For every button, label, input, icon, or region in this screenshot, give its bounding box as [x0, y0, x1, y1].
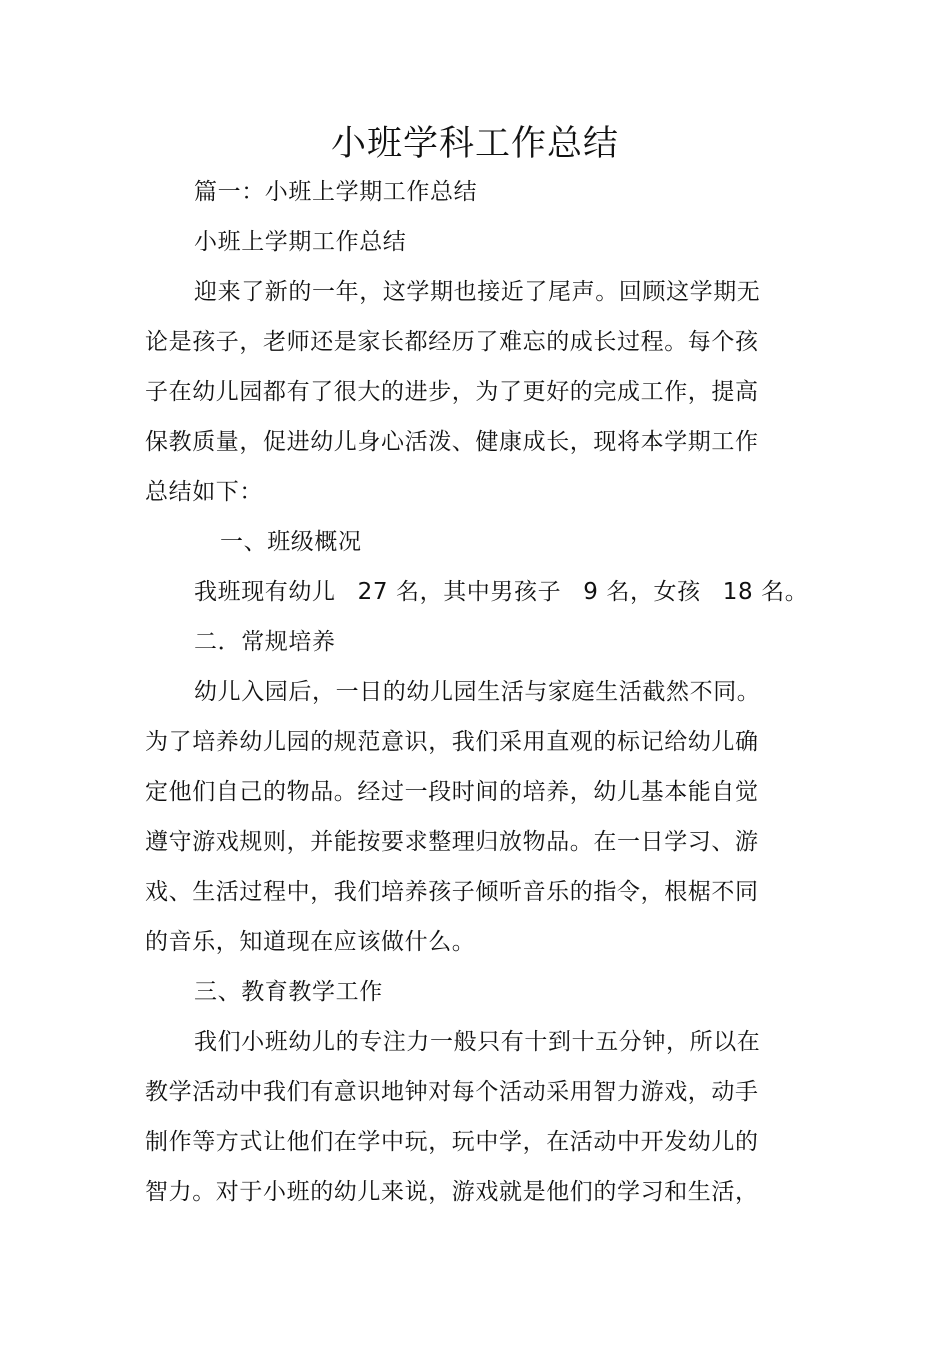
document-title: 小班学科工作总结	[330, 124, 619, 164]
intro-line: 保教质量，促进幼儿身心活泼、健康成长，现将本学期工作	[145, 429, 759, 455]
routine-line: 为了培养幼儿园的规范意识，我们采用直观的标记给幼儿确	[145, 729, 759, 755]
class-count-text-a: 我班现有幼儿	[194, 579, 336, 605]
section-heading-routine: 二．常规培养	[194, 629, 336, 655]
subheading: 小班上学期工作总结	[194, 229, 407, 255]
section-heading-teaching: 三、教育教学工作	[194, 979, 383, 1005]
teaching-line: 教学活动中我们有意识地钟对每个活动采用智力游戏，动手	[145, 1079, 759, 1105]
intro-line: 子在幼儿园都有了很大的进步，为了更好的完成工作，提高	[145, 379, 759, 405]
girls-count: 18	[722, 579, 754, 605]
class-count-text-d: 名。	[761, 579, 809, 605]
routine-line: 的音乐，知道现在应该做什么。	[145, 929, 476, 955]
intro-line: 论是孩子，老师还是家长都经历了难忘的成长过程。每个孩	[145, 329, 759, 355]
class-count-text-c: 名，女孩	[606, 579, 701, 605]
intro-line: 迎来了新的一年，这学期也接近了尾声。回顾这学期无	[194, 279, 761, 305]
boys-count: 9	[583, 579, 599, 605]
routine-line: 定他们自己的物品。经过一段时间的培养，幼儿基本能自觉	[145, 779, 759, 805]
teaching-line: 智力。对于小班的幼儿来说，游戏就是他们的学习和生活，	[145, 1179, 759, 1205]
teaching-line: 我们小班幼儿的专注力一般只有十到十五分钟，所以在	[194, 1029, 761, 1055]
chapter-heading: 篇一：小班上学期工作总结	[194, 179, 478, 205]
routine-line: 幼儿入园后，一日的幼儿园生活与家庭生活截然不同。	[194, 679, 761, 705]
class-count-text-b: 名，其中男孩子	[396, 579, 562, 605]
section-heading-class-overview: 一、班级概况	[220, 529, 362, 555]
teaching-line: 制作等方式让他们在学中玩，玩中学，在活动中开发幼儿的	[145, 1129, 759, 1155]
routine-line: 遵守游戏规则，并能按要求整理归放物品。在一日学习、游	[145, 829, 759, 855]
total-children-count: 27	[357, 579, 389, 605]
routine-line: 戏、生活过程中，我们培养孩子倾听音乐的指令，根椐不同	[145, 879, 759, 905]
intro-line: 总结如下：	[145, 479, 263, 505]
class-count-line	[194, 576, 808, 608]
